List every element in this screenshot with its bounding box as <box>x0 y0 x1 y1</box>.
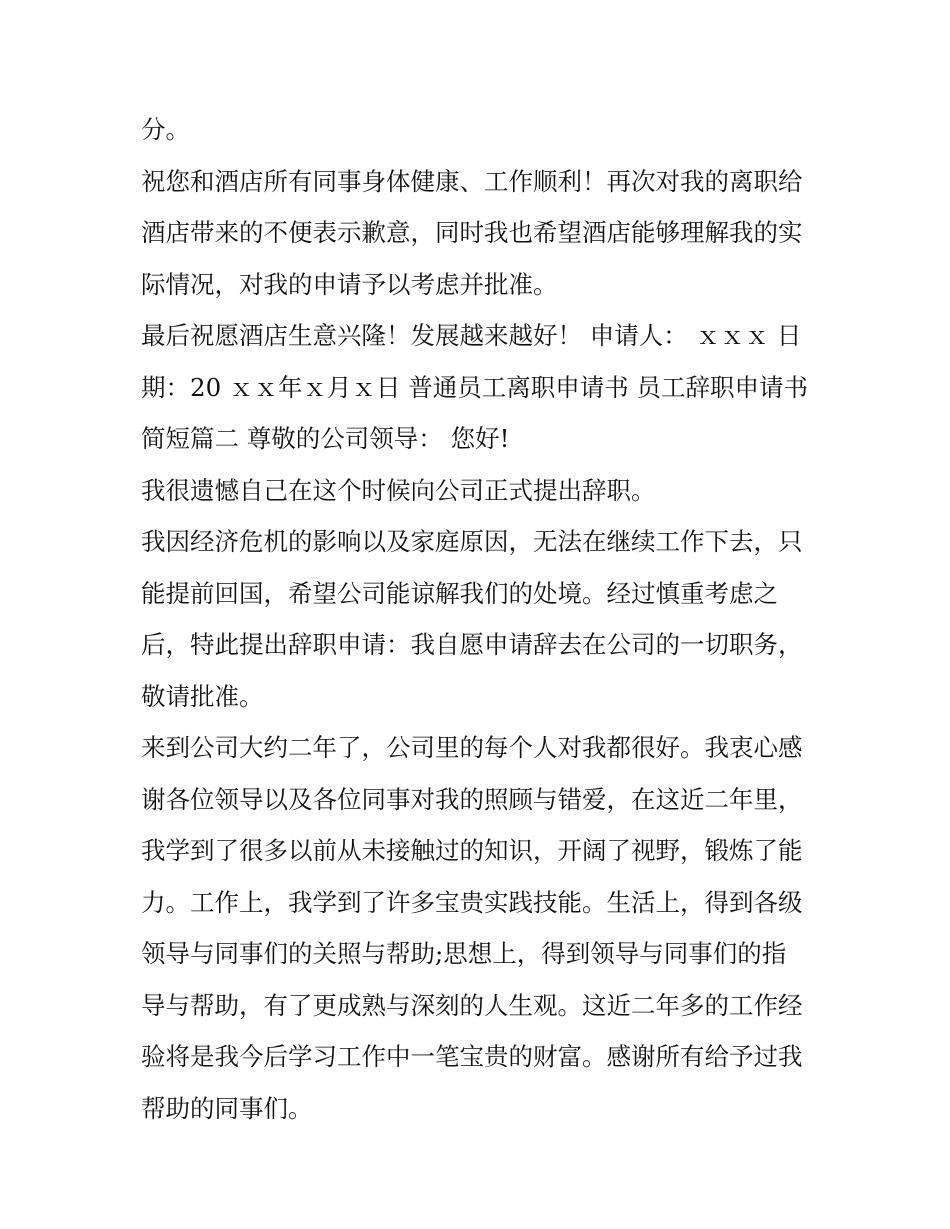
text-line: 最后祝愿酒店生意兴隆！发展越来越好！ 申请人： ｘｘｘ 日 <box>141 321 802 350</box>
text-line: 期：20 ｘｘ年ｘ月ｘ日 普通员工离职申请书 员工辞职申请书 <box>141 372 809 402</box>
text-line: 帮助的同事们。 <box>141 1093 313 1123</box>
text-line: 导与帮助，有了更成熟与深刻的人生观。这近二年多的工作经 <box>141 990 803 1020</box>
text-line: 能提前回国，希望公司能谅解我们的处境。经过慎重考虑之 <box>141 578 778 608</box>
text-line: 谢各位领导以及各位同事对我的照顾与错爱，在这近二年里， <box>141 784 803 814</box>
text-line: 我因经济危机的影响以及家庭原因，无法在继续工作下去，只 <box>141 527 803 556</box>
text-line: 简短篇二 尊敬的公司领导： 您好! <box>141 424 510 453</box>
text-line: 酒店带来的不便表示歉意，同时我也希望酒店能够理解我的实 <box>141 218 803 247</box>
text-line: 力。工作上，我学到了许多宝贵实践技能。生活上，得到各级 <box>141 887 803 917</box>
text-line: 验将是我今后学习工作中一笔宝贵的财富。感谢所有给予过我 <box>141 1042 803 1071</box>
text-line: 我学到了很多以前从未接触过的知识，开阔了视野，锻炼了能 <box>141 836 803 865</box>
text-line: 我很遗憾自己在这个时候向公司正式提出辞职。 <box>141 475 656 505</box>
text-line: 后，特此提出辞职申请：我自愿申请辞去在公司的一切职务， <box>141 630 803 659</box>
text-line: 分。 <box>141 115 190 144</box>
text-line: 际情况，对我的申请予以考虑并批准。 <box>141 269 558 299</box>
text-line: 来到公司大约二年了，公司里的每个人对我都很好。我衷心感 <box>141 733 803 762</box>
document-body <box>141 104 821 1134</box>
text-line: 祝您和酒店所有同事身体健康、工作顺利！再次对我的离职给 <box>141 166 803 196</box>
text-line: 领导与同事们的关照与帮助;思想上，得到领导与同事们的指 <box>141 939 787 968</box>
text-line: 敬请批准。 <box>141 681 264 711</box>
